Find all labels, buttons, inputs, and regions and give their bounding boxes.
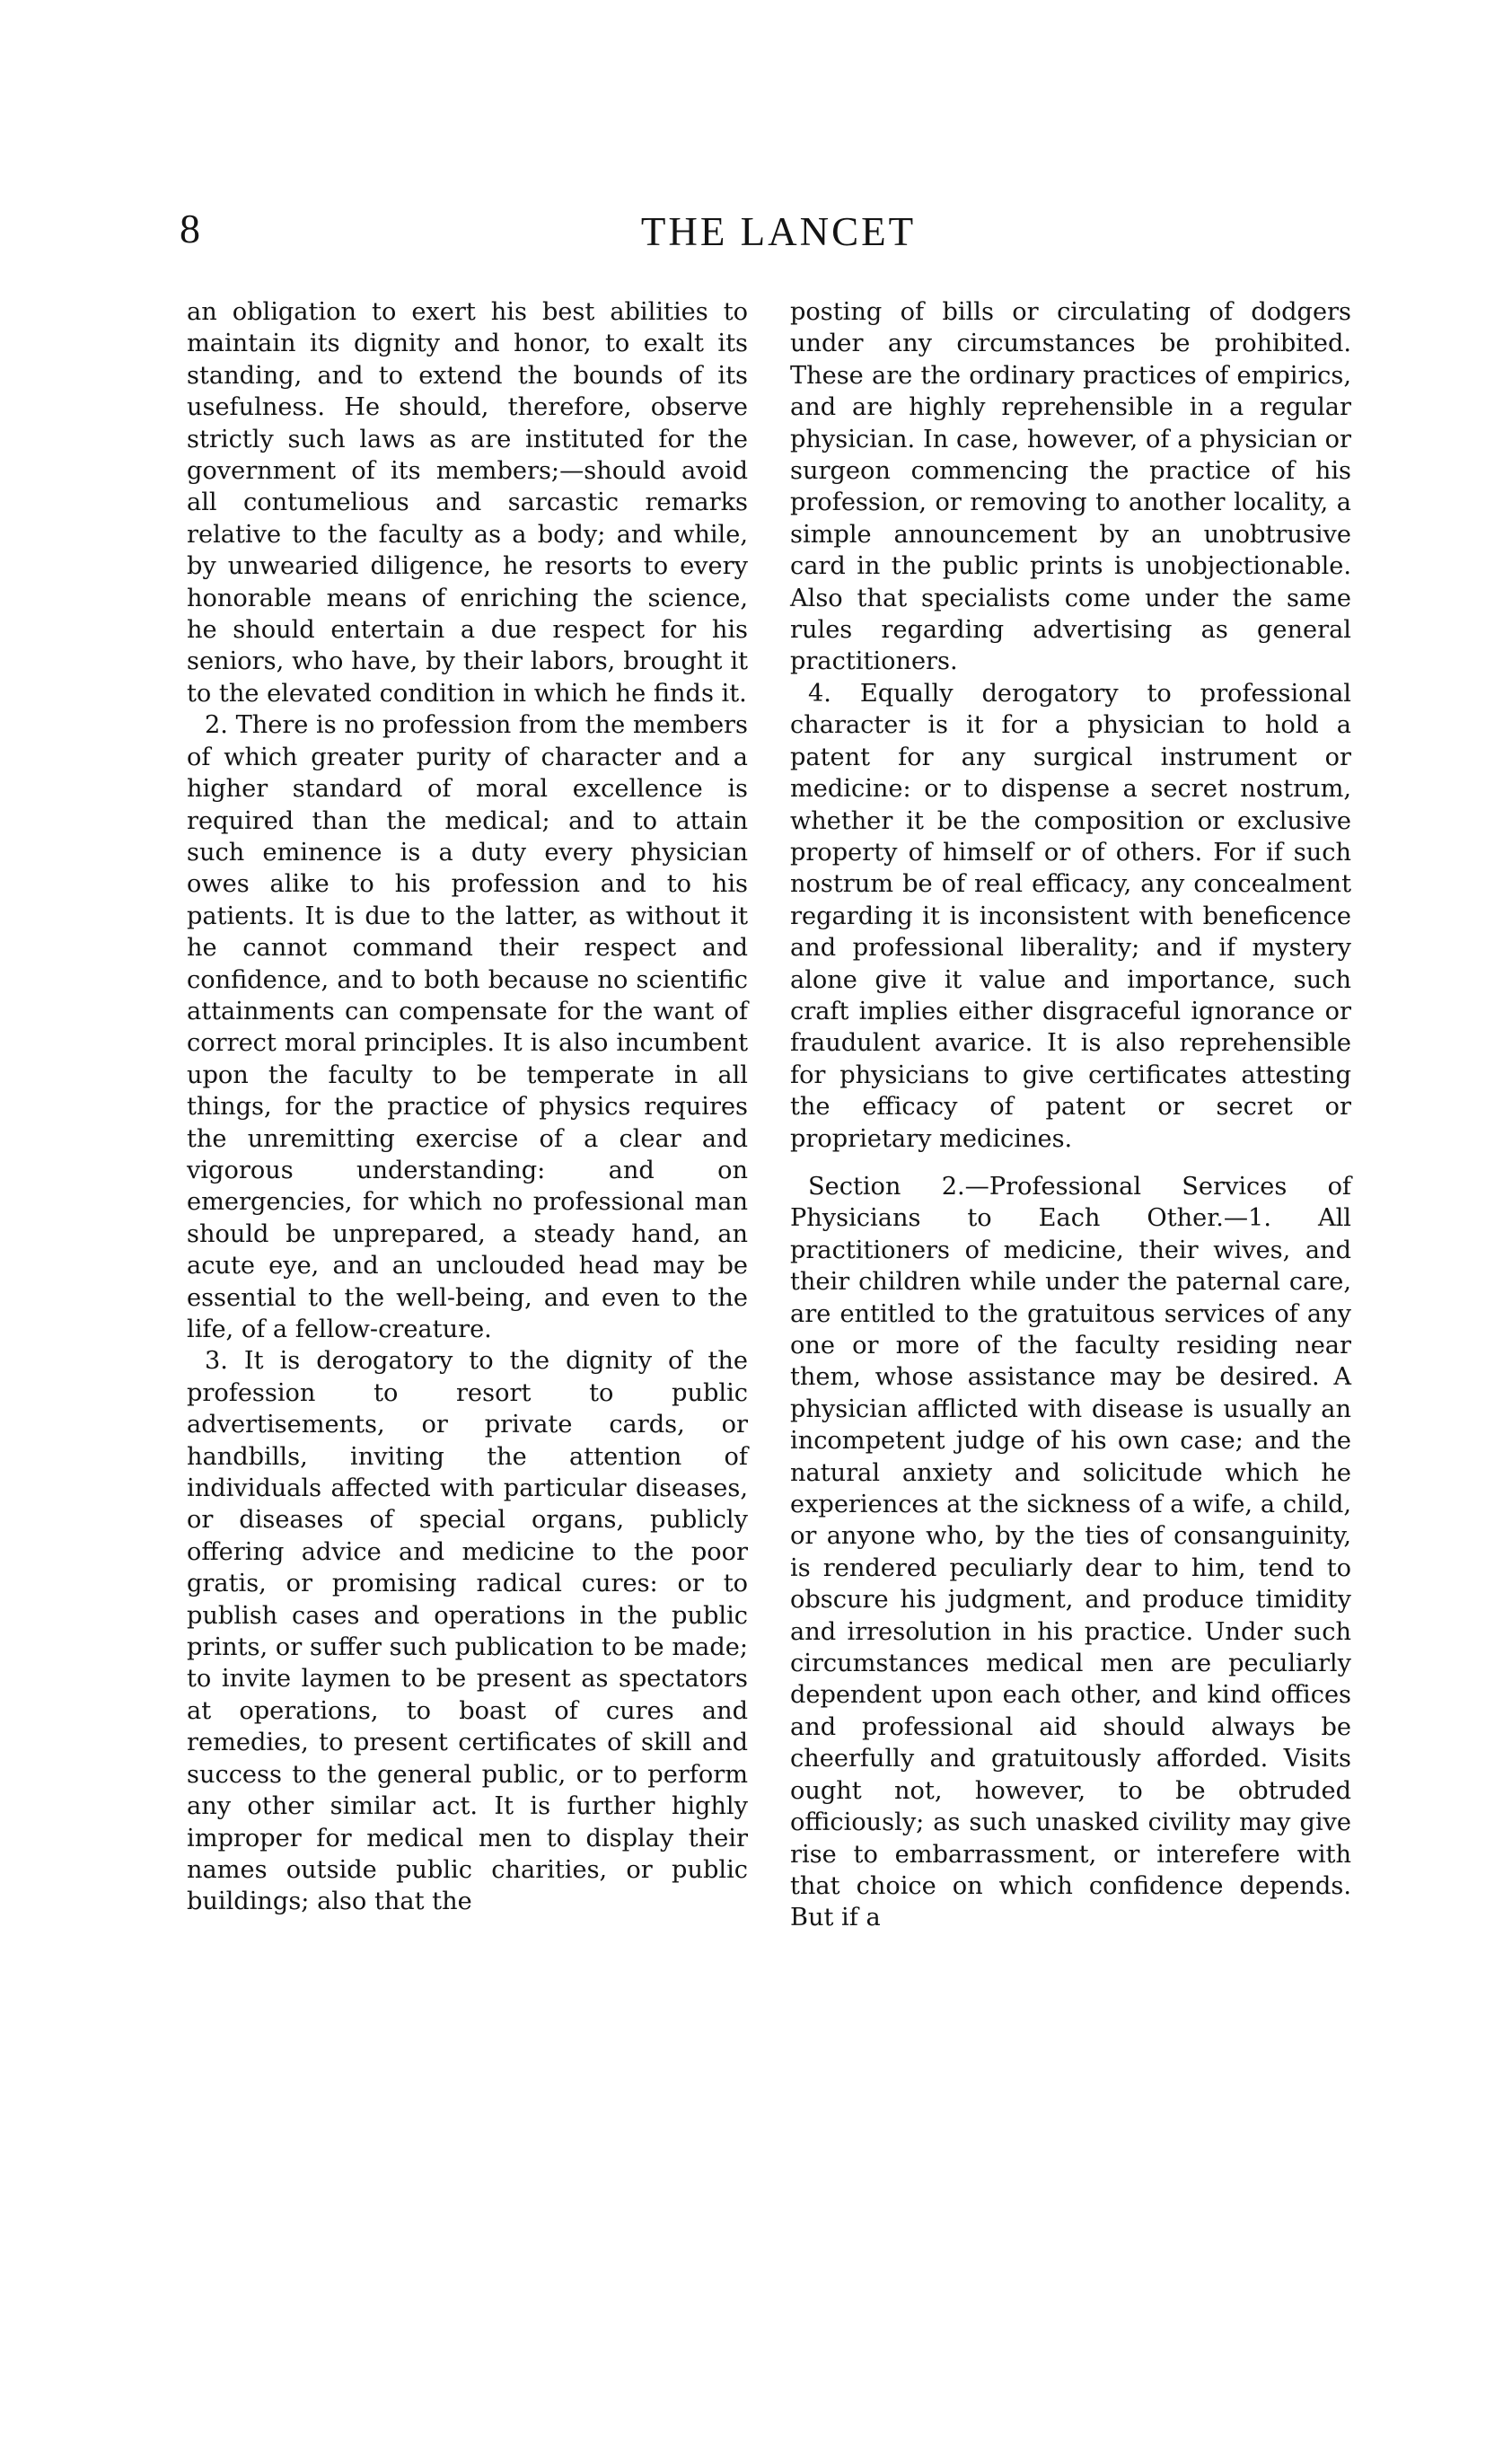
left-text-column [187,296,748,1918]
right-text-column [790,296,1351,1934]
left-paragraph-2: 2. There is no profession from the members of which greater purity of character and a higher standard of moral excellence is required than the medical; and to attain such eminence is a duty every physician owes alike to his profession and to his patients. It is due to the latter, as without it he cannot command their respect and confidence, and to both because no scientific attainments can compensate for the want of correct moral principles. It is also incumbent upon the faculty to be temperate in all things, for the practice of physics requires the unremitting exercise of a clear and vigorous understanding: and on emergencies, for which no professional man should be unprepared, a steady hand, an acute eye, and an unclouded head may be essential to the well-being, and even to the life, of a fellow-creature. [187,711,749,1343]
right-paragraph-4: 4. Equally derogatory to professional character is it for a physician to hold a patent for any surgical instrument or medicine: or to dispense a secret nostrum, whether it be the composition or exclusive property of himself or of others. For if such nostrum be of real efficacy, any concealment regarding it is inconsistent with beneficence and professional liberality; and if mystery alone give it value and importance, such craft implies either disgraceful ignorance or fraudulent avarice. It is also reprehensible for physicians to give certificates attesting the efficacy of patent or secret or proprietary medicines. [790,679,1351,1153]
page-number: 8 [180,206,200,251]
running-head-title: THE LANCET [640,209,917,254]
left-paragraph-3: 3. It is derogatory to the dignity of the profession to resort to public advertisements, or private cards, or handbills, inviting the attention of individuals affected with particular diseases, or diseases of special organs, publicly offering advice and medicine to the poor gratis, or promising radical cures: or to publish cases and operations in the public prints, or suffer such publication to be made; to invite laymen to be present as spectators at operations, to boast of cures and remedies, to present certificates of skill and success to the general public, or to perform any other similar act. It is further highly improper for medical men to display their names outside public charities, or public buildings; also that the [187,1347,748,1916]
left-paragraph-continuation: an obligation to exert his best abilities to maintain its dignity and honor, to exalt its standing, and to extend the bounds of its usefulness. He should, therefore, observe strictly such laws as are instituted for the government of its members;—should avoid all contumelious and sarcastic remarks relative to the faculty as a body; and while, by unwearied diligence, he resorts to every honorable means of enriching the science, he should entertain a due respect for his seniors, who have, by their labors, brought it to the elevated condition in which he finds it. [187,298,748,708]
right-paragraph-continuation: posting of bills or circulating of dodgers under any circumstances be prohibited. These are the ordinary practices of empirics, and are highly reprehensible in a regular physician. In case, however, of a physician or surgeon commencing the practice of his profession, or removing to another locality, a simple announcement by an unobtrusive card in the public prints is unobjectionable. Also that specialists come under the same rules regarding advertising as general practitioners. [790,298,1351,676]
section-2-paragraph: Section 2.—Professional Services of Physicians to Each Other.—1. All practitioners of medicine, their wives, and their children while under the paternal care, are entitled to the gratuitous services of any one or more of the faculty residing near them, whose assistance may be desired. A physician afflicted with disease is usually an incompetent judge of his own case; and the natural anxiety and solicitude which he experiences at the sickness of a wife, a child, or anyone who, by the ties of consanguinity, is rendered peculiarly dear to him, tend to obscure his judgment, and produce timidity and irresolution in his practice. Under such circumstances medical men are peculiarly dependent upon each other, and kind offices and professional aid should always be cheerfully and gratuitously afforded. Visits ought not, however, to be obtruded officiously; as such unasked civility may give rise to embarrassment, or interefere with that choice on which confidence depends. But if a [790,1172,1351,1932]
